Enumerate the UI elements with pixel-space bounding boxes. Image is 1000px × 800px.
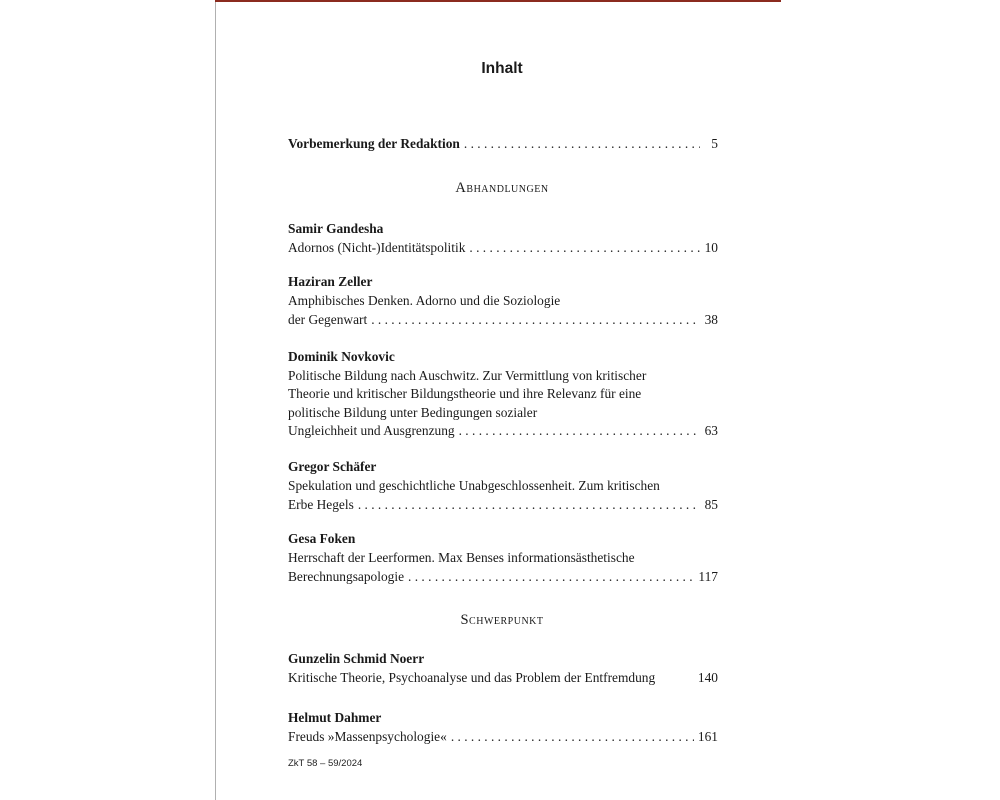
leader-dots bbox=[464, 135, 700, 153]
title-line: Herrschaft der Leerformen. Max Benses informationsästhetische bbox=[288, 550, 635, 565]
title-line: Spekulation und geschichtliche Unabgeschlossenheit. Zum kritischen bbox=[288, 478, 660, 493]
toc-entry-title[interactable] bbox=[288, 669, 718, 687]
page-number: 38 bbox=[704, 312, 718, 327]
toc-entry-title[interactable] bbox=[288, 728, 718, 746]
author-name: Gesa Foken bbox=[288, 531, 356, 546]
title-line: der Gegenwart bbox=[288, 312, 368, 327]
leader-dots bbox=[371, 311, 700, 329]
top-rule bbox=[215, 0, 781, 2]
toc-entry-title[interactable] bbox=[288, 422, 718, 440]
toc-entry-title[interactable] bbox=[288, 496, 718, 514]
title-line: politische Bildung unter Bedingungen sozialer bbox=[288, 405, 538, 420]
title-line: Kritische Theorie, Psychoanalyse und das Problem der Entfremdung bbox=[288, 670, 656, 685]
page-number: 85 bbox=[704, 497, 718, 512]
author-name: Samir Gandesha bbox=[288, 221, 384, 236]
toc-entry-preface[interactable] bbox=[288, 135, 718, 153]
page-number: 161 bbox=[697, 729, 718, 744]
title-line: Freuds »Massenpsychologie« bbox=[288, 729, 447, 744]
leader-dots bbox=[408, 568, 694, 586]
leader-dots bbox=[459, 422, 700, 440]
author-name: Helmut Dahmer bbox=[288, 710, 382, 725]
page-number: 10 bbox=[704, 240, 718, 255]
page-number: 63 bbox=[704, 423, 718, 438]
toc-entry-title[interactable] bbox=[288, 311, 718, 329]
page-number: 140 bbox=[697, 670, 718, 685]
leader-dots bbox=[451, 728, 694, 746]
title-line: Ungleichheit und Ausgrenzung bbox=[288, 423, 455, 438]
author-name: Dominik Novkovic bbox=[288, 349, 395, 364]
footer-issue: ZkT 58 – 59/2024 bbox=[288, 758, 363, 769]
author-name: Gregor Schäfer bbox=[288, 459, 377, 474]
toc-entry-title[interactable] bbox=[288, 568, 718, 586]
title-line: Theorie und kritischer Bildungstheorie und ihre Relevanz für eine bbox=[288, 386, 642, 401]
toc-entry-title[interactable] bbox=[288, 239, 718, 257]
title-line: Adornos (Nicht-)Identitätspolitik bbox=[288, 240, 466, 255]
section-heading-abhandlungen: Abhandlungen bbox=[455, 180, 549, 196]
author-name: Gunzelin Schmid Noerr bbox=[288, 651, 425, 666]
page-number: 5 bbox=[711, 136, 718, 151]
title-line: Amphibisches Denken. Adorno und die Soziologie bbox=[288, 293, 561, 308]
title-line: Berechnungsapologie bbox=[288, 569, 405, 584]
page-edge bbox=[215, 0, 216, 800]
title-line: Politische Bildung nach Auschwitz. Zur Vermittlung von kritischer bbox=[288, 368, 647, 383]
page-number: 117 bbox=[698, 569, 718, 584]
section-heading-schwerpunkt: Schwerpunkt bbox=[460, 612, 544, 628]
author-name: Haziran Zeller bbox=[288, 274, 373, 289]
preface-title: Vorbemerkung der Redaktion bbox=[288, 136, 460, 151]
toc-title: Inhalt bbox=[481, 60, 523, 77]
leader-dots bbox=[469, 239, 700, 257]
leader-dots bbox=[358, 496, 700, 514]
title-line: Erbe Hegels bbox=[288, 497, 354, 512]
